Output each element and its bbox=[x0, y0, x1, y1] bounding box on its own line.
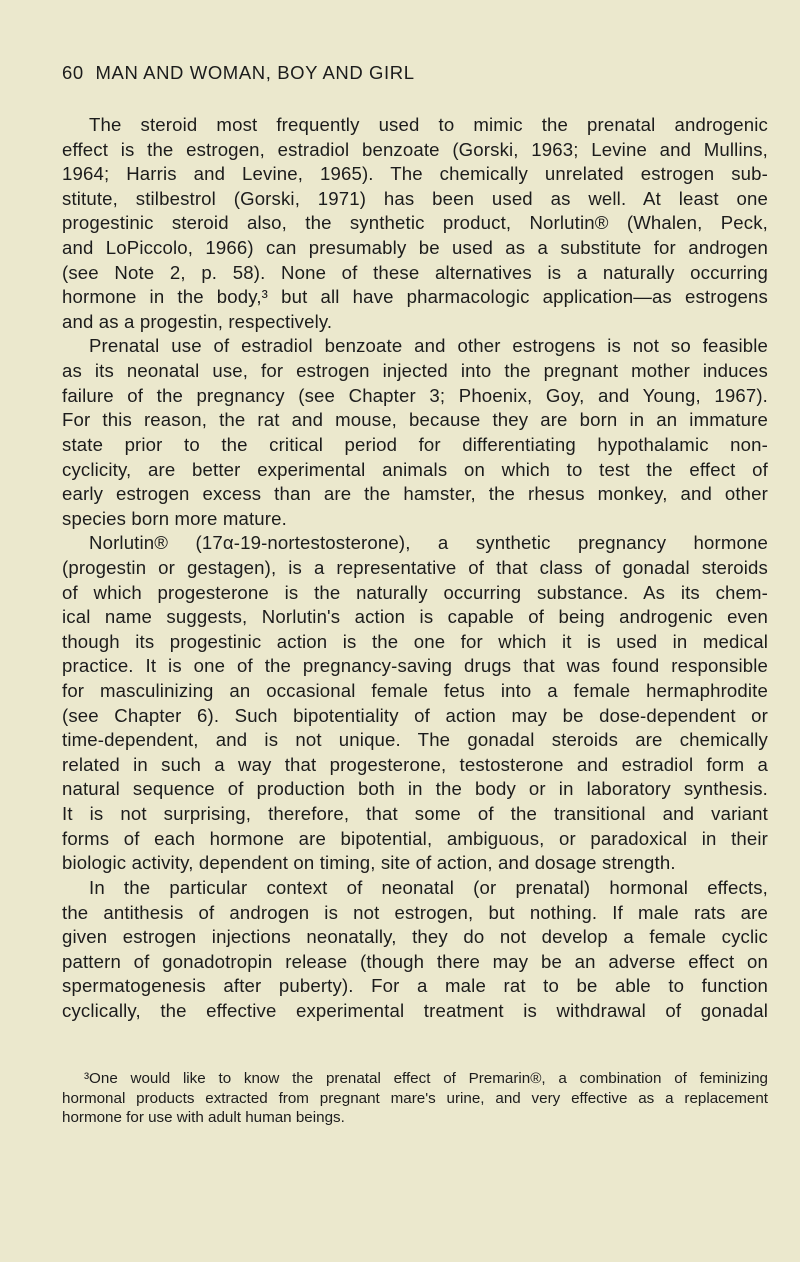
running-header bbox=[62, 62, 415, 84]
text-line: early estrogen excess than are the hamster, the rhesus monkey, and other bbox=[62, 483, 768, 505]
text-line: progestinic steroid also, the synthetic product, Norlutin® (Whalen, Peck, bbox=[62, 212, 768, 234]
footnote-line: hormonal products extracted from pregnant mare's urine, and very effective as a replacement bbox=[62, 1089, 768, 1107]
text-line: The steroid most frequently used to mimic the prenatal androgenic bbox=[89, 114, 768, 135]
text-line: as its neonatal use, for estrogen injected into the pregnant mother induces bbox=[62, 360, 768, 382]
text-line: the antithesis of androgen is not estrogen, but nothing. If male rats are bbox=[62, 901, 768, 923]
text-line: and LoPiccolo, 1966) can presumably be used as a substitute for androgen bbox=[62, 237, 768, 259]
text-line: Prenatal use of estradiol benzoate and other estrogens is not so feasible bbox=[89, 335, 768, 357]
text-line: failure of the pregnancy (see Chapter 3; Phoenix, Goy, and Young, 1967). bbox=[62, 384, 768, 406]
text-line: and as a progestin, respectively. bbox=[62, 310, 333, 332]
text-line: (progestin or gestagen), is a representative of that class of gonadal steroids bbox=[62, 556, 768, 578]
text-line: In the particular context of neonatal (or prenatal) hormonal effects, bbox=[89, 876, 768, 898]
text-line: cyclicity, are better experimental animals on which to test the effect of bbox=[62, 458, 768, 480]
body-text bbox=[62, 113, 768, 1024]
text-line: biologic activity, dependent on timing, site of action, and dosage strength. bbox=[62, 852, 676, 874]
paragraph bbox=[62, 531, 768, 876]
text-line: For this reason, the rat and mouse, because they are born in an immature bbox=[62, 409, 768, 431]
text-line: stitute, stilbestrol (Gorski, 1971) has been used as well. At least one bbox=[62, 187, 768, 209]
text-line: spermatogenesis after puberty). For a male rat to be able to function bbox=[62, 975, 768, 997]
footnote bbox=[62, 1069, 768, 1128]
page-number: 60 bbox=[62, 62, 84, 83]
text-line: related in such a way that progesterone, testosterone and estradiol form a bbox=[62, 753, 768, 775]
text-line: though its progestinic action is the one for which it is used in medical bbox=[62, 630, 768, 652]
text-line: 1964; Harris and Levine, 1965). The chemically unrelated estrogen sub- bbox=[62, 163, 768, 185]
text-line: cyclically, the effective experimental treatment is withdrawal of gonadal bbox=[62, 999, 768, 1021]
running-title: MAN AND WOMAN, BOY AND GIRL bbox=[95, 62, 415, 83]
text-line: (see Chapter 6). Such bipotentiality of action may be dose-dependent or bbox=[62, 704, 768, 726]
text-line: forms of each hormone are bipotential, ambiguous, or paradoxical in their bbox=[62, 827, 768, 849]
text-line: hormone in the body,³ but all have pharmacologic application—as estrogens bbox=[62, 286, 768, 308]
footnote-line: hormone for use with adult human beings. bbox=[62, 1109, 345, 1126]
text-line: state prior to the critical period for differentiating hypothalamic non- bbox=[62, 433, 768, 455]
text-line: species born more mature. bbox=[62, 507, 287, 529]
text-line: pattern of gonadotropin release (though there may be an adverse effect on bbox=[62, 950, 768, 972]
text-line: natural sequence of production both in the body or in laboratory synthesis. bbox=[62, 778, 768, 800]
footnote-line: ³One would like to know the prenatal effect of Premarin®, a combination of feminizing bbox=[84, 1070, 768, 1087]
text-line: time-dependent, and is not unique. The gonadal steroids are chemically bbox=[62, 729, 768, 751]
text-line: (see Note 2, p. 58). None of these alternatives is a naturally occurring bbox=[62, 261, 768, 283]
text-line: ical name suggests, Norlutin's action is capable of being androgenic even bbox=[62, 606, 768, 628]
text-line: given estrogen injections neonatally, they do not develop a female cyclic bbox=[62, 926, 768, 948]
text-line: practice. It is one of the pregnancy-saving drugs that was found responsible bbox=[62, 655, 768, 677]
text-line: of which progesterone is the naturally occurring substance. As its chem- bbox=[62, 581, 768, 603]
paragraph bbox=[62, 113, 768, 334]
text-line: for masculinizing an occasional female fetus into a female hermaphrodite bbox=[62, 680, 768, 702]
text-line: effect is the estrogen, estradiol benzoate (Gorski, 1963; Levine and Mullins, bbox=[62, 138, 768, 160]
paragraph bbox=[62, 876, 768, 1024]
text-line: Norlutin® (17α-19-nortestosterone), a synthetic pregnancy hormone bbox=[89, 532, 768, 554]
paragraph bbox=[62, 334, 768, 531]
text-line: It is not surprising, therefore, that some of the transitional and variant bbox=[62, 803, 768, 825]
